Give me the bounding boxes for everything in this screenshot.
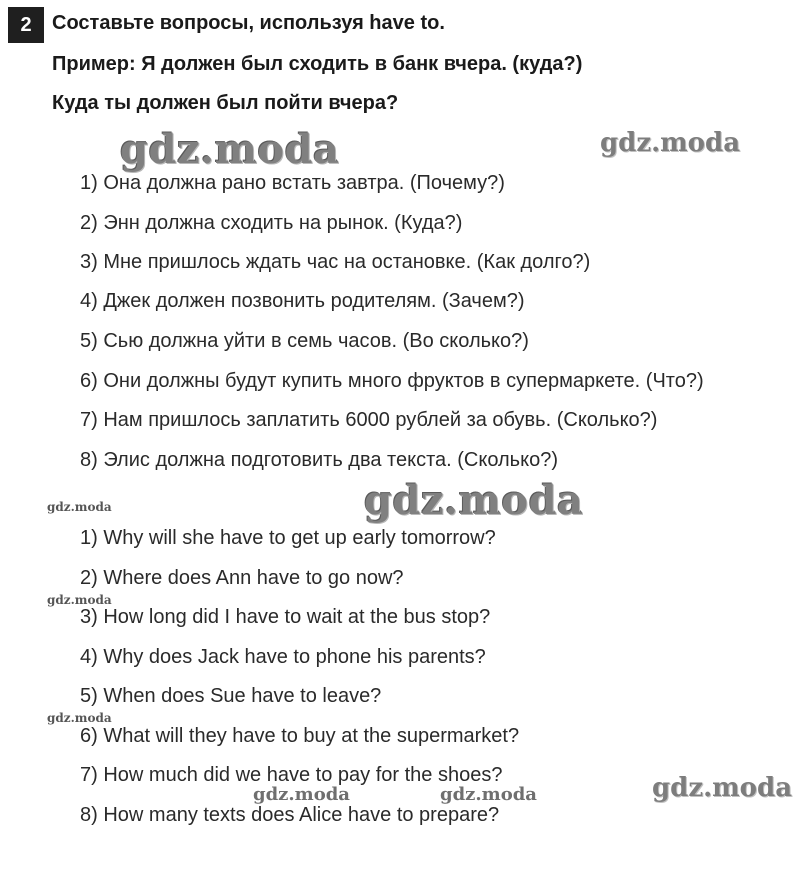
watermark-logo: gdz.moda (600, 128, 741, 158)
english-answer: 3) How long did I have to wait at the bus stop? (80, 606, 491, 628)
english-answer: 4) Why does Jack have to phone his parents? (80, 646, 486, 668)
watermark-logo: gdz.moda (47, 500, 112, 514)
watermark-logo: gdz.moda (120, 126, 340, 173)
watermark-logo: gdz.moda (47, 711, 112, 725)
russian-sentence: 7) Нам пришлось заплатить 6000 рублей за обувь. (Сколько?) (80, 409, 658, 431)
watermark-logo: gdz.moda (253, 784, 350, 805)
russian-sentence: 2) Энн должна сходить на рынок. (Куда?) (80, 212, 463, 234)
watermark-logo: gdz.moda (364, 477, 584, 524)
english-answer: 7) How much did we have to pay for the shoes? (80, 764, 503, 786)
example-line: Пример: Я должен был сходить в банк вчера. (куда?) (52, 53, 583, 75)
exercise-instruction: Составьте вопросы, используя have to. (52, 12, 445, 34)
english-answer: 5) When does Sue have to leave? (80, 685, 382, 707)
russian-sentence: 6) Они должны будут купить много фруктов в супермаркете. (Что?) (80, 370, 704, 392)
watermark-logo: gdz.moda (47, 593, 112, 607)
english-answer: 1) Why will she have to get up early tomorrow? (80, 527, 496, 549)
english-answer: 8) How many texts does Alice have to prepare? (80, 804, 500, 826)
example-answer: Куда ты должен был пойти вчера? (52, 92, 399, 114)
russian-sentence: 3) Мне пришлось ждать час на остановке. (Как долго?) (80, 251, 591, 273)
russian-sentence: 8) Элис должна подготовить два текста. (Сколько?) (80, 449, 558, 471)
russian-sentence: 1) Она должна рано встать завтра. (Почему?) (80, 172, 505, 194)
watermark-logo: gdz.moda (440, 784, 537, 805)
russian-sentence: 5) Сью должна уйти в семь часов. (Во сколько?) (80, 330, 529, 352)
watermark-logo: gdz.moda (652, 773, 793, 803)
russian-sentence: 4) Джек должен позвонить родителям. (Зачем?) (80, 290, 525, 312)
exercise-number-badge: 2 (8, 7, 44, 43)
english-answer: 6) What will they have to buy at the supermarket? (80, 725, 520, 747)
english-answer: 2) Where does Ann have to go now? (80, 567, 404, 589)
